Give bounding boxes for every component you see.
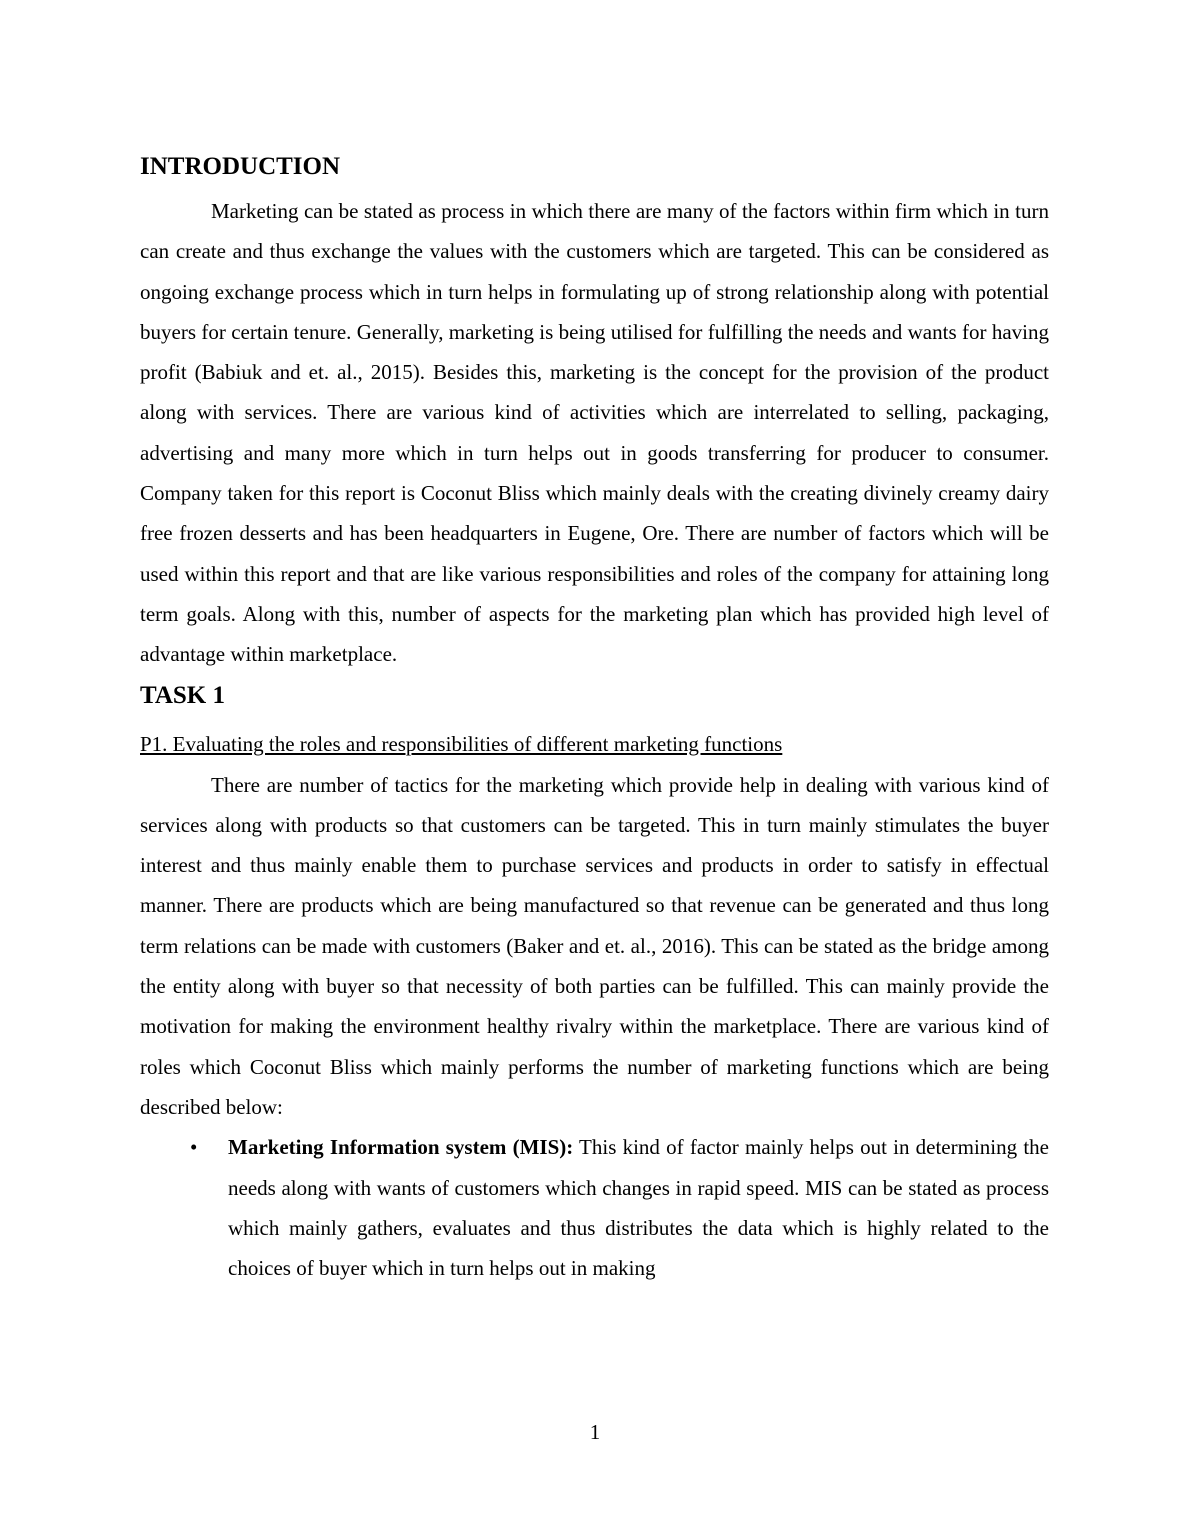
task1-paragraph: There are number of tactics for the marketing which provide help in dealing with various kind of services along with products so that customers can be targeted. This in turn mainly stimulates the buyer interest and thus mainly enable them to purchase services and products in order to satisfy in effectual manner. There are products which are being manufactured so that revenue can be generated and thus long term relations can be made with customers (Baker and et. al., 2016). This can be stated as the bridge among the entity along with buyer so that necessity of both parties can be fulfilled. This can mainly provide the motivation for making the environment healthy rivalry within the marketplace. There are various kind of roles which Coconut Bliss which mainly performs the number of marketing functions which are being described below:: [140, 772, 1049, 1119]
task1-heading: TASK 1: [140, 681, 225, 709]
bullet-list: [140, 1127, 1049, 1288]
page-content: [140, 150, 1049, 1288]
page-number: 1: [589, 1420, 601, 1444]
bullet-dot-icon: •: [190, 1135, 198, 1160]
introduction-paragraph: Marketing can be stated as process in which there are many of the factors within firm which in turn can create and thus exchange the values with the customers which are targeted. This can be considered as ongoing exchange process which in turn helps in formulating up of strong relationship along with potential buyers for certain tenure. Generally, marketing is being utilised for fulfilling the needs and wants for having profit (Babiuk and et. al., 2015). Besides this, marketing is the concept for the provision of the product along with services. There are various kind of activities which are interrelated to selling, packaging, advertising and many more which in turn helps out in goods transferring for producer to consumer. Company taken for this report is Coconut Bliss which mainly deals with the creating divinely creamy dairy free frozen desserts and has been headquarters in Eugene, Ore. There are number of factors which will be used within this report and that are like various responsibilities and roles of the company for attaining long term goals. Along with this, number of aspects for the marketing plan which has provided high level of advantage within marketplace.: [140, 199, 1049, 667]
introduction-heading: INTRODUCTION: [140, 153, 341, 180]
bullet-term: Marketing Information system (MIS):: [228, 1135, 574, 1160]
bullet-item-mis: [140, 1127, 1049, 1288]
task1-subheading: P1. Evaluating the roles and responsibilities of different marketing functions: [140, 731, 783, 756]
bullet-text: This kind of factor mainly helps out in determining the needs along with wants of customers which changes in rapid speed. MIS can be stated as process which mainly gathers, evaluates and thus distributes the data which is highly related to the choices of buyer which in turn helps out in making: [228, 1135, 1049, 1281]
